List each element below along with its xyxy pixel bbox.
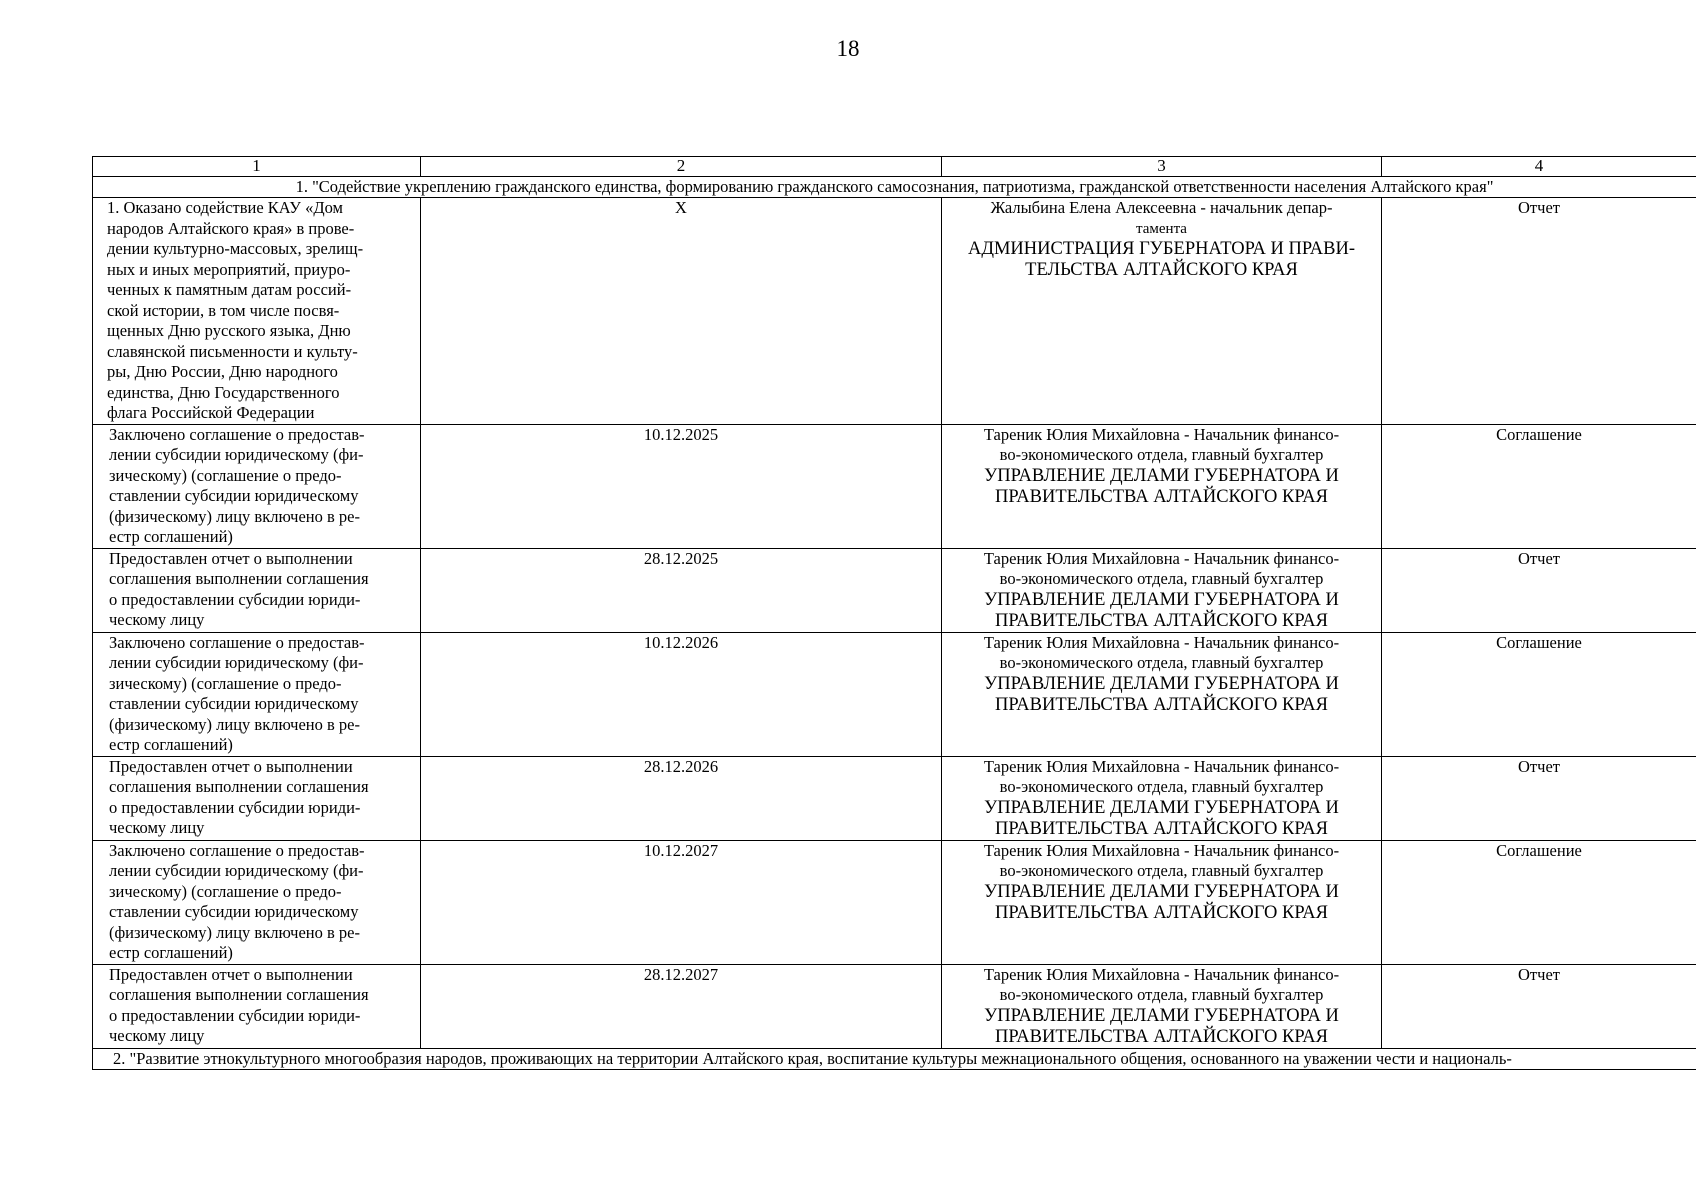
section-1-row — [93, 177, 1696, 198]
responsible-organization-line: УПРАВЛЕНИЕ ДЕЛАМИ ГУБЕРНАТОРА И — [984, 881, 1339, 902]
event-description-line: Заключено соглашение о предостав- — [109, 424, 365, 444]
document-type-cell: Отчет — [1382, 964, 1696, 1048]
column-number-1: 1 — [93, 157, 421, 177]
event-description-line: ставлении субсидии юридическому — [109, 486, 359, 505]
event-description-cell — [93, 632, 421, 756]
document-type-cell: Отчет — [1382, 548, 1696, 632]
event-description-line: ской истории, в том числе посвя- — [107, 300, 340, 320]
responsible-cell — [942, 840, 1382, 964]
event-description-line: ченных к памятным датам россий- — [107, 280, 352, 299]
table-row — [93, 424, 1696, 548]
deadline-cell: 28.12.2025 — [421, 548, 942, 632]
page-number: 18 — [836, 36, 860, 61]
responsible-cell — [942, 548, 1382, 632]
column-number-4: 4 — [1382, 157, 1696, 177]
event-description-line: лении субсидии юридическому (фи- — [109, 653, 364, 672]
document-type-cell: Отчет — [1382, 756, 1696, 840]
responsible-person-line: Тареник Юлия Михайловна - Начальник финансо- — [983, 964, 1340, 984]
event-description-cell — [93, 424, 421, 548]
responsible-person-line: во-экономического отдела, главный бухгалтер — [999, 445, 1324, 464]
event-description-line: ческому лицу — [109, 818, 205, 837]
responsible-organization-line: ПРАВИТЕЛЬСТВА АЛТАЙСКОГО КРАЯ — [995, 902, 1328, 923]
responsible-organization-line: УПРАВЛЕНИЕ ДЕЛАМИ ГУБЕРНАТОРА И — [984, 1005, 1339, 1026]
responsible-person-line: во-экономического отдела, главный бухгалтер — [999, 653, 1324, 672]
event-description-line: Предоставлен отчет о выполнении — [109, 756, 353, 776]
responsible-organization-line: ПРАВИТЕЛЬСТВА АЛТАЙСКОГО КРАЯ — [995, 818, 1328, 839]
event-description-line: (физическому) лицу включено в ре- — [109, 922, 360, 942]
event-description-line: (физическому) лицу включено в ре- — [109, 714, 360, 734]
responsible-person-line: Тареник Юлия Михайловна - Начальник финансо- — [983, 632, 1340, 652]
event-description-line: зическому) (соглашение о предо- — [109, 465, 342, 485]
event-description-line: естр соглашений) — [109, 943, 233, 962]
event-description-line: единства, Дню Государственного — [107, 382, 340, 402]
event-description-line: флага Российской Федерации — [107, 403, 315, 422]
event-description-line: дении культурно-массовых, зрелищ- — [107, 239, 364, 258]
responsible-person-line: во-экономического отдела, главный бухгалтер — [999, 777, 1324, 796]
event-description-line: о предоставлении субсидии юриди- — [109, 1005, 361, 1025]
column-number-2: 2 — [421, 157, 942, 177]
responsible-organization-line: АДМИНИСТРАЦИЯ ГУБЕРНАТОРА И ПРАВИ- — [967, 238, 1356, 259]
event-description-line: ставлении субсидии юридическому — [109, 902, 359, 921]
event-description-cell — [93, 198, 421, 425]
responsible-person-line: Жалыбина Елена Алексеевна - начальник депар- — [990, 198, 1333, 217]
event-description-cell — [93, 840, 421, 964]
deadline-cell: 10.12.2027 — [421, 840, 942, 964]
table-row — [93, 840, 1696, 964]
responsible-person-line: Тареник Юлия Михайловна - Начальник финансо- — [983, 840, 1340, 860]
responsible-person-line: во-экономического отдела, главный бухгалтер — [999, 861, 1324, 880]
responsible-organization-line: ПРАВИТЕЛЬСТВА АЛТАЙСКОГО КРАЯ — [995, 694, 1328, 715]
responsible-cell — [942, 756, 1382, 840]
plan-table-body — [93, 157, 1696, 1070]
plan-table — [92, 156, 1696, 1070]
table-row — [93, 756, 1696, 840]
responsible-cell — [942, 198, 1382, 425]
event-description-line: соглашения выполнении соглашения — [109, 569, 369, 588]
event-description-line: естр соглашений) — [109, 735, 233, 754]
event-description-line: лении субсидии юридическому (фи- — [109, 445, 364, 464]
document-type-cell: Соглашение — [1382, 632, 1696, 756]
responsible-person-line: во-экономического отдела, главный бухгалтер — [999, 985, 1324, 1004]
event-description-line: естр соглашений) — [109, 527, 233, 546]
deadline-cell: 28.12.2027 — [421, 964, 942, 1048]
responsible-organization-line: ПРАВИТЕЛЬСТВА АЛТАЙСКОГО КРАЯ — [995, 486, 1328, 507]
event-description-line: зическому) (соглашение о предо- — [109, 881, 342, 901]
event-description-line: Предоставлен отчет о выполнении — [109, 548, 353, 568]
section-2-row — [93, 1048, 1696, 1069]
table-row — [93, 632, 1696, 756]
event-description-line: ры, Дню России, Дню народного — [107, 362, 338, 381]
document-type-cell: Соглашение — [1382, 424, 1696, 548]
table-row — [93, 964, 1696, 1048]
responsible-organization-line: УПРАВЛЕНИЕ ДЕЛАМИ ГУБЕРНАТОРА И — [984, 589, 1339, 610]
event-description-line: соглашения выполнении соглашения — [109, 777, 369, 796]
event-description-line: Заключено соглашение о предостав- — [109, 840, 365, 860]
document-type-cell: Соглашение — [1382, 840, 1696, 964]
table-row — [93, 548, 1696, 632]
section-1-title: 1. "Содействие укреплению гражданского единства, формированию гражданского самосознания, патриотизма, гражданской ответственности населения Алтайского края" — [93, 177, 1696, 198]
deadline-cell: 28.12.2026 — [421, 756, 942, 840]
responsible-person-line: Тареник Юлия Михайловна - Начальник финансо- — [983, 756, 1340, 776]
column-number-3: 3 — [942, 157, 1382, 177]
event-description-line: Предоставлен отчет о выполнении — [109, 964, 353, 984]
deadline-cell: 10.12.2026 — [421, 632, 942, 756]
event-description-cell — [93, 548, 421, 632]
event-description-line: Заключено соглашение о предостав- — [109, 632, 365, 652]
responsible-organization-line: ТЕЛЬСТВА АЛТАЙСКОГО КРАЯ — [1025, 259, 1298, 280]
column-number-row — [93, 157, 1696, 177]
event-description-line: ческому лицу — [109, 1026, 205, 1045]
event-description-line: зическому) (соглашение о предо- — [109, 673, 342, 693]
event-description-line: ческому лицу — [109, 610, 205, 629]
deadline-cell: 10.12.2025 — [421, 424, 942, 548]
event-description-cell — [93, 964, 421, 1048]
responsible-cell — [942, 632, 1382, 756]
responsible-organization-line: ПРАВИТЕЛЬСТВА АЛТАЙСКОГО КРАЯ — [995, 610, 1328, 631]
table-row — [93, 198, 1696, 425]
event-description-line: о предоставлении субсидии юриди- — [109, 797, 361, 817]
responsible-person-line: во-экономического отдела, главный бухгалтер — [999, 569, 1324, 588]
responsible-person-line: Тареник Юлия Михайловна - Начальник финансо- — [983, 424, 1340, 444]
responsible-organization-line: УПРАВЛЕНИЕ ДЕЛАМИ ГУБЕРНАТОРА И — [984, 673, 1339, 694]
document-type-cell: Отчет — [1382, 198, 1696, 425]
responsible-organization-line: УПРАВЛЕНИЕ ДЕЛАМИ ГУБЕРНАТОРА И — [984, 797, 1339, 818]
section-2-title: 2. "Развитие этнокультурного многообразия народов, проживающих на территории Алтайского края, воспитание культуры межнационального общения, основанного на уважении чести и националь- — [93, 1048, 1696, 1069]
event-description-line: щенных Дню русского языка, Дню — [107, 321, 351, 340]
event-description-line: (физическому) лицу включено в ре- — [109, 506, 360, 526]
deadline-cell: X — [421, 198, 942, 425]
event-description-line: ных и иных мероприятий, приуро- — [107, 259, 351, 279]
event-description-line: славянской письменности и культу- — [107, 341, 358, 361]
responsible-person-line: Тареник Юлия Михайловна - Начальник финансо- — [983, 548, 1340, 568]
event-description-line: лении субсидии юридическому (фи- — [109, 861, 364, 880]
event-description-line: соглашения выполнении соглашения — [109, 985, 369, 1004]
event-description-line: народов Алтайского края» в прове- — [107, 218, 355, 238]
event-description-line: ставлении субсидии юридическому — [109, 694, 359, 713]
responsible-cell — [942, 424, 1382, 548]
responsible-person-line: тамента — [1136, 220, 1187, 237]
responsible-organization-line: УПРАВЛЕНИЕ ДЕЛАМИ ГУБЕРНАТОРА И — [984, 465, 1339, 486]
event-description-line: о предоставлении субсидии юриди- — [109, 589, 361, 609]
event-description-line: 1. Оказано содействие КАУ «Дом — [107, 198, 343, 217]
responsible-organization-line: ПРАВИТЕЛЬСТВА АЛТАЙСКОГО КРАЯ — [995, 1026, 1328, 1047]
event-description-cell — [93, 756, 421, 840]
responsible-cell — [942, 964, 1382, 1048]
